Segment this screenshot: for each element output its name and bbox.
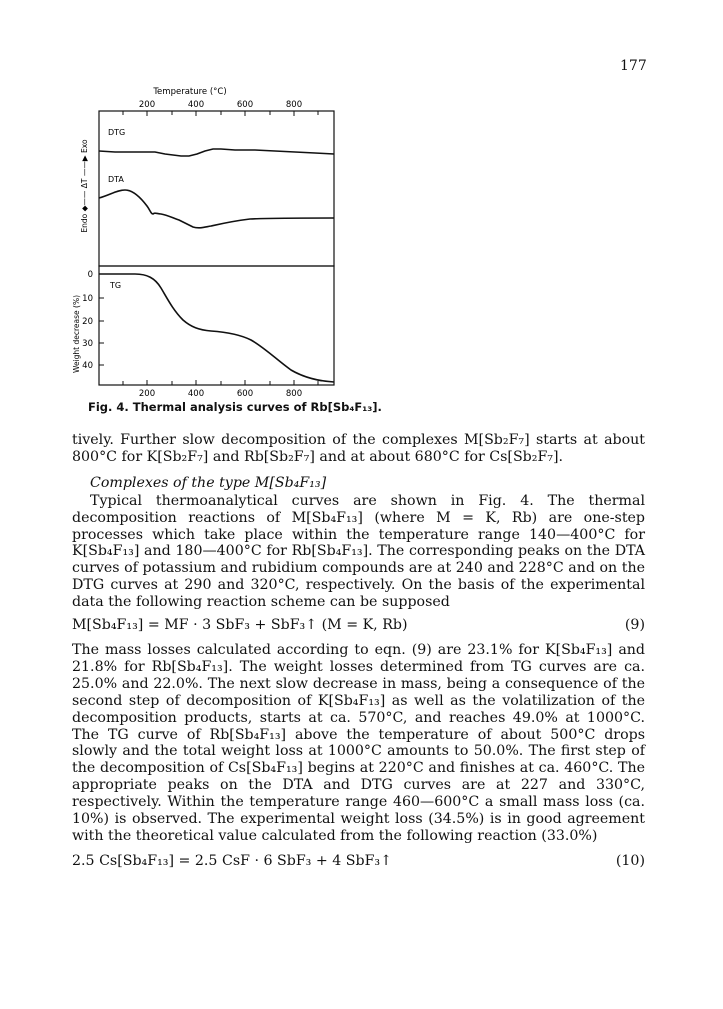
equation-9-formula: M[Sb₄F₁₃] = MF · 3 SbF₃ + SbF₃↑ (M = K, Rb) [72, 617, 408, 634]
body-paragraph-1: tively. Further slow decomposition of the complexes M[Sb₂F₇] starts at about 800°C for K[Sb₂F₇] and Rb[Sb₂F₇] and at about 680°C for Cs[Sb₂F₇]. [72, 432, 645, 465]
tg-curve [99, 274, 334, 382]
equation-9 [72, 617, 645, 634]
tg-tick-label: 30 [82, 339, 93, 349]
bottom-tick-label: 600 [236, 389, 254, 398]
top-tick-label: 200 [138, 100, 156, 110]
body-paragraph-2: Typical thermoanalytical curves are shown in Fig. 4. The thermal decomposition reactions of M[Sb₄F₁₃] (where M = K, Rb) are one-step processes which take place within the temperature range 140—400°C for K[Sb₄F₁₃] and 180—400°C for Rb[Sb₄F₁₃]. The corresponding peaks on the DTA curves of potassium and rubidium compounds are at 240 and 228°C and on the DTG curves at 290 and 320°C, respectively. On the basis of the experimental data the following reaction scheme can be supposed [72, 492, 645, 611]
section-heading: Complexes of the type M[Sb₄F₁₃] [90, 474, 327, 491]
equation-10-number: (10) [615, 852, 645, 869]
bottom-tick-label: 200 [138, 389, 156, 398]
thermal-analysis-figure [55, 78, 345, 398]
dta-label: DTA [108, 175, 124, 184]
tg-label: TG [110, 281, 122, 290]
weight-decrease-axis-label: Weight decrease (%) [72, 294, 81, 374]
tg-tick-label: 20 [82, 317, 93, 327]
tg-tick-label: 0 [87, 270, 93, 280]
dta-curve [99, 190, 334, 228]
figure-caption: Fig. 4. Thermal analysis curves of Rb[Sb₄F₁₃]. [88, 400, 382, 414]
bottom-tick-label: 800 [285, 389, 303, 398]
dtg-curve [99, 149, 334, 156]
delta-t-axis-label: Endo ◆—— ΔT ——▶ Exo [80, 139, 89, 233]
tg-panel-frame [99, 266, 334, 385]
tg-tick-label: 40 [82, 361, 93, 371]
dtg-label: DTG [108, 128, 126, 137]
top-tick-label: 800 [285, 100, 303, 110]
equation-10-formula: 2.5 Cs[Sb₄F₁₃] = 2.5 CsF · 6 SbF₃ + 4 SbF₃↑ [72, 852, 393, 869]
top-tick-label: 600 [236, 100, 254, 110]
top-tick-label: 400 [187, 100, 205, 110]
bottom-tick-label: 400 [187, 389, 205, 398]
equation-10 [72, 853, 645, 870]
page-number: 177 [620, 58, 647, 74]
body-paragraph-3: The mass losses calculated according to eqn. (9) are 23.1% for K[Sb₄F₁₃] and 21.8% for Rb[Sb₄F₁₃]. The weight losses determined from TG curves are ca. 25.0% and 22.0%. The next slow decrease in mass, being a consequence of the second step of decomposition of K[Sb₄F₁₃] as well as the volatilization of the decomposition products, starts at ca. 570°C, and reaches 49.0% at 1000°C. The TG curve of Rb[Sb₄F₁₃] above the temperature of about 500°C drops slowly and the total weight loss at 1000°C amounts to 50.0%. The first step of the decomposition of Cs[Sb₄F₁₃] begins at 220°C and finishes at ca. 460°C. The appropriate peaks on the DTA and DTG curves are at 227 and 330°C, respectively. Within the temperature range 460—600°C a small mass loss (ca. 10%) is observed. The experimental weight loss (34.5%) is in good agreement with the theoretical value calculated from the following reaction (33.0%) [72, 641, 645, 844]
top-axis-title: Temperature (°C) [153, 87, 227, 97]
equation-9-number: (9) [624, 617, 645, 634]
tg-tick-label: 10 [82, 294, 93, 304]
dta-panel-frame [99, 111, 334, 266]
